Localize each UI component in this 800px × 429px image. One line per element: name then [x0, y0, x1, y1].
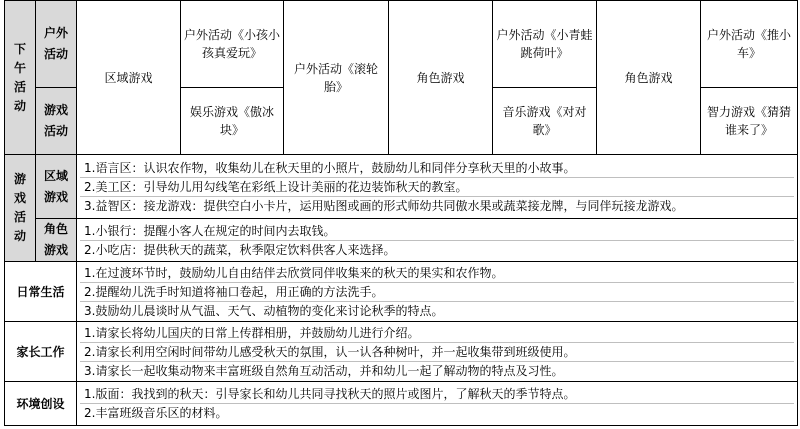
environment-row [5, 382, 798, 426]
daily-life-label: 日常生活 [5, 262, 77, 322]
parents-row [5, 322, 798, 382]
role-games-label-cell [36, 219, 77, 262]
env-item-1: 1.版面：我找到的秋天：引导家长和幼儿共同寻找秋天的照片或图片，了解秋天的季节特点。 [80, 385, 794, 404]
area-item-3: 3.益智区：接龙游戏：提供空白小卡片，运用贴图或画的形式师幼共同傲水果或蔬菜接龙牌，与同伴玩接龙游戏。 [84, 198, 684, 213]
role-games-row [5, 219, 798, 262]
outdoor-label-cell [36, 1, 77, 88]
env-item-2: 2.丰富班级音乐区的材料。 [84, 406, 228, 420]
afternoon-col-7-outdoor: 户外活动《推小车》 [701, 1, 798, 88]
parents-content [77, 322, 798, 382]
game-label: 游戏活动 [43, 103, 68, 138]
afternoon-col-5-game: 音乐游戏《对对歌》 [493, 88, 597, 155]
game-activities-label-cell [5, 155, 36, 262]
area-games-label-cell [36, 155, 77, 219]
afternoon-outdoor-row [5, 1, 798, 88]
daily-item-3: 3.鼓励幼儿晨谈时从气温、天气、动植物的变化来讨论秋季的特点。 [84, 303, 444, 318]
afternoon-col-2-outdoor: 户外活动《小孩小孩真爱玩》 [181, 1, 284, 88]
daily-life-content [77, 262, 798, 322]
environment-label: 环境创设 [5, 382, 77, 426]
afternoon-col-2-game: 娱乐游戏《傲冰块》 [181, 88, 284, 155]
daily-item-1: 1.在过渡环节时，鼓励幼儿自由结伴去欣赏同伴收集来的秋天的果实和农作物。 [80, 264, 794, 283]
area-games-label: 区域游戏 [43, 168, 68, 204]
afternoon-label: 下午活动 [13, 41, 26, 113]
afternoon-label-cell [5, 1, 36, 155]
afternoon-col-3: 户外活动《滚轮胎》 [284, 1, 389, 155]
area-item-2: 2.美工区：引导幼儿用勾线笔在彩纸上设计美丽的花边装饰秋天的教室。 [80, 178, 794, 197]
game-label-cell [36, 88, 77, 155]
daily-item-2: 2.提醒幼儿洗手时知道将袖口卷起，用正确的方法洗手。 [80, 283, 794, 302]
daily-life-row [5, 262, 798, 322]
parents-item-3: 3.请家长一起收集动物来丰富班级自然角互动活动，并和幼儿一起了解动物的特点及习性。 [84, 363, 564, 378]
role-games-label: 角色游戏 [43, 222, 68, 257]
area-games-row [5, 155, 798, 219]
role-item-1: 1.小银行：提醒小客人在规定的时间内去取钱。 [80, 222, 794, 241]
outdoor-label: 户外活动 [43, 26, 68, 61]
afternoon-col-7-game: 智力游戏《猜猜谁来了》 [701, 88, 798, 155]
game-activities-label: 游戏活动 [13, 172, 26, 243]
role-games-content [77, 219, 798, 262]
parents-item-2: 2.请家长利用空闲时间带幼儿感受秋天的氛围，认一认各种树叶，并一起收集带到班级使用。 [80, 343, 794, 362]
role-item-2: 2.小吃店：提供秋天的蔬菜，秋季限定饮料供客人来选择。 [84, 242, 396, 257]
afternoon-col-5-outdoor: 户外活动《小青蛙跳荷叶》 [493, 1, 597, 88]
parents-item-1: 1.请家长将幼儿国庆的日常上传群相册，并鼓励幼儿进行介绍。 [80, 324, 794, 343]
weekly-plan-table [4, 0, 798, 426]
afternoon-col-4: 角色游戏 [389, 1, 493, 155]
area-item-1: 1.语言区：认识农作物，收集幼儿在秋天里的小照片，鼓励幼儿和同伴分享秋天里的小故事。 [80, 159, 794, 178]
environment-content [77, 382, 798, 426]
afternoon-col-6: 角色游戏 [597, 1, 701, 155]
afternoon-col-1: 区域游戏 [77, 1, 181, 155]
area-games-content [77, 155, 798, 219]
parents-label: 家长工作 [5, 322, 77, 382]
